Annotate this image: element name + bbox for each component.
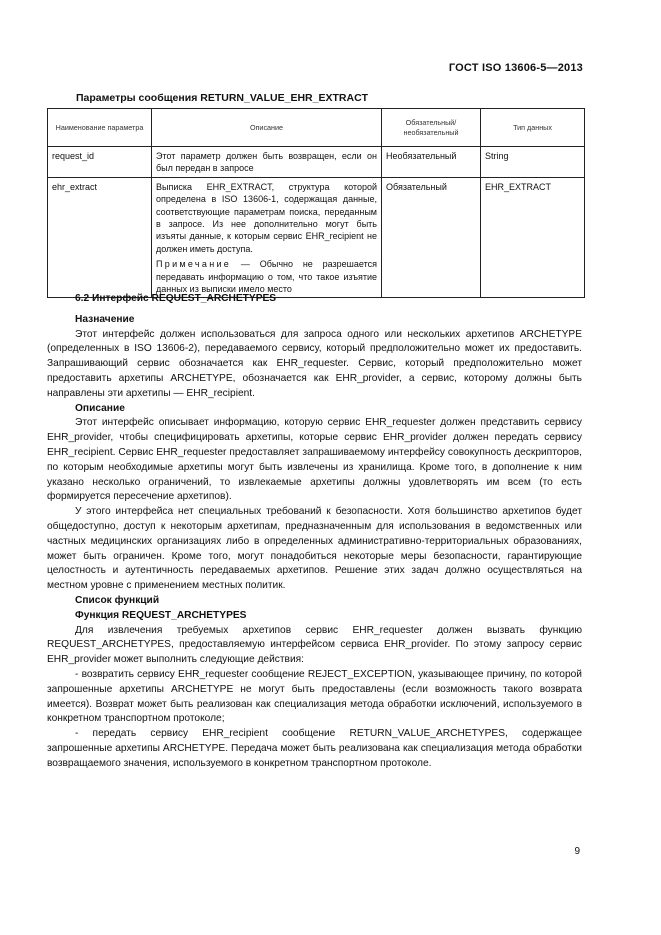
parameter-required: Необязательный: [382, 147, 481, 178]
table-header-row: [48, 109, 585, 147]
parameter-name: request_id: [48, 147, 152, 178]
function-heading: Функция REQUEST_ARCHETYPES: [75, 609, 247, 621]
section-body: [47, 292, 582, 772]
description-heading: Описание: [75, 402, 125, 414]
parameter-required: Обязательный: [382, 177, 481, 298]
description-paragraph: Этот интерфейс описывает информацию, которую сервис EHR_requester должен представить сервису EHR_provider, чтобы специфицировать архетипы, которые сервис EHR_provider должен передать сервису EHR_recipient. Сервис EHR_requester предоставляет запрашиваемому интерфейсу совокупность дескрипторов, по которым необходимые архетипы могут быть извлечены из хранилища. Кроме того, в дополнение к ним указано несколько ограничений, то извлекаемые архетипы должны удовлетворять им всем (то есть формируется пересечение архетипов).: [47, 417, 582, 503]
parameters-table: [47, 108, 585, 298]
security-paragraph: У этого интерфейса нет специальных требований к безопасности. Хотя большинство архетипов будет общедоступно, доступ к некоторым архетипам, предназначенным для использования в ведомственных или частных медицинских организациях либо в определенных административно-территориальных образованиях, может быть ограничен. Кроме того, могут понадобиться некоторые меры безопасности, гарантирующие целостность и аутентичность передаваемых архетипов. Решение этих задач должно осуществляться на местном уровне с применением местных политик.: [47, 506, 582, 592]
parameter-description: Выписка EHR_EXTRACT, структура которой определена в ISO 13606-1, содержащая данные, соответствующие параметрам поиска, переданным в запросе. Из нее дополнительно могут быть изъяты данные, к которым сервис EHR_recipient не должен иметь доступа.: [156, 181, 377, 254]
action-list-item: - возвратить сервису EHR_requester сообщение REJECT_EXCEPTION, указывающее причину, по которой запрошенные архетипы ARCHETYPE не могут быть предоставлены (если возможность такого возврата имеется). Возврат может быть реализован как специализация метода обработки исключений, используемого в конкретном транспортном протоколе;: [47, 668, 582, 725]
note-text: — Обычно не разрешается передавать информацию о том, что такое изъятие данных из выписки имело место: [156, 259, 377, 295]
section-heading: 6.2 Интерфейс REQUEST_ARCHETYPES: [75, 293, 277, 304]
parameter-type: EHR_EXTRACT: [481, 177, 585, 298]
column-header-name: Наименование параметра: [48, 109, 152, 147]
column-header-required: Обязательный/ необязательный: [382, 109, 481, 147]
purpose-heading: Назначение: [75, 313, 135, 325]
action-list-item: - передать сервису EHR_recipient сообщение RETURN_VALUE_ARCHETYPES, содержащее запрошенные архетипы ARCHETYPE. Передача может быть реализована как специализация метода обработки возвращаемого значения, используемого в конкретном транспортном протоколе.: [47, 728, 582, 769]
standard-designation: ГОСТ ISO 13606-5—2013: [448, 62, 583, 74]
table-row: [48, 147, 585, 178]
parameter-type: String: [481, 147, 585, 178]
table-note: [156, 258, 377, 295]
column-header-description: Описание: [152, 109, 382, 147]
table-caption: Параметры сообщения RETURN_VALUE_EHR_EXTRACT: [76, 92, 369, 104]
parameter-name: ehr_extract: [48, 177, 152, 298]
parameter-description: Этот параметр должен быть возвращен, если он был передан в запросе: [152, 147, 382, 178]
functions-heading: Список функций: [75, 594, 160, 606]
table-row: [48, 177, 585, 298]
function-intro-paragraph: Для извлечения требуемых архетипов сервис EHR_requester должен вызвать функцию REQUEST_ARCHETYPES, предоставляемую интерфейсом сервиса EHR_provider. По этому запросу сервис EHR_provider может выполнить следующие действия:: [47, 624, 582, 666]
note-label: Примечание: [156, 259, 232, 270]
purpose-paragraph: Этот интерфейс должен использоваться для запроса одного или нескольких архетипов ARCHETYPE (определенных в ISO 13606-2), передаваемого сервису, который предположительно может их предоставить. Запрашивающий сервис обозначается как EHR_requester. Сервис, который предположительно может предоставить архетипы ARCHETYPE, обозначается как EHR_provider, а сервис, которому должны быть направлены эти архетипы — EHR_recipient.: [47, 328, 582, 399]
page-number: 9: [574, 846, 580, 857]
column-header-type: Тип данных: [481, 109, 585, 147]
parameter-description-cell: [152, 177, 382, 298]
